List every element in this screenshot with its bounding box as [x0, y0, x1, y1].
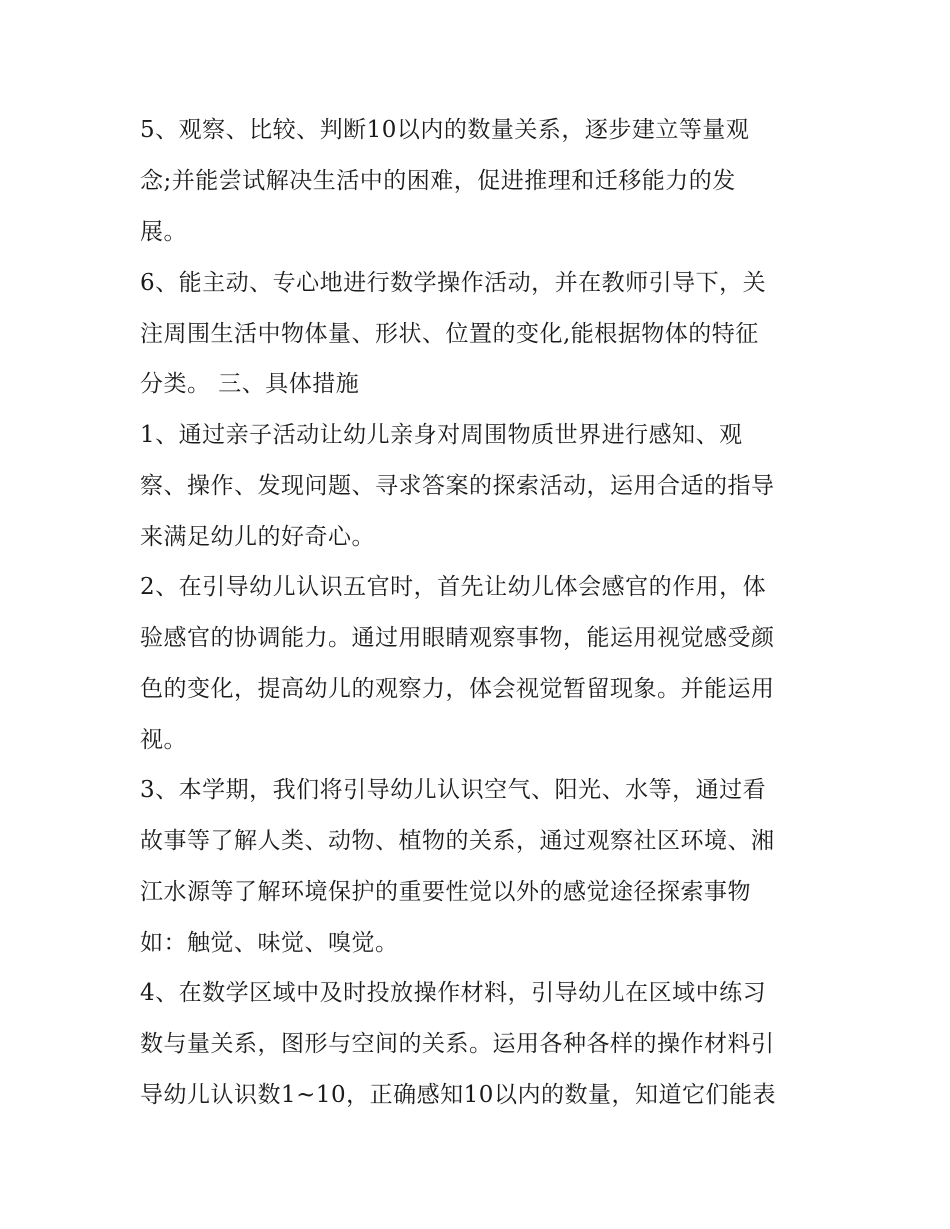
text-line: 如：触觉、味觉、嗅觉。: [140, 930, 399, 956]
text-line: 视。: [140, 727, 187, 753]
text-line: 江水源等了解环境保护的重要性觉以外的感觉途径探索事物: [140, 879, 751, 905]
text-line: 分类。 三、具体措施: [140, 371, 360, 397]
text-line: 色的变化，提高幼儿的观察力，体会视觉暂留现象。并能运用: [140, 676, 775, 702]
text-line: 导幼儿认识数1~10，正确感知10以内的数量，知道它们能表: [140, 1082, 776, 1108]
text-line: 注周围生活中物体量、形状、位置的变化,能根据物体的特征: [140, 321, 759, 347]
text-line: 6、能主动、专心地进行数学操作活动，并在教师引导下，关: [140, 270, 767, 296]
text-line: 念;并能尝试解决生活中的困难，促进推理和迁移能力的发: [140, 168, 736, 194]
text-line: 来满足幼儿的好奇心。: [140, 524, 375, 550]
text-line: 展。: [140, 219, 187, 245]
text-line: 2、在引导幼儿认识五官时，首先让幼儿体会感官的作用，体: [140, 574, 767, 600]
text-line: 察、操作、发现问题、寻求答案的探索活动，运用合适的指导: [140, 473, 775, 499]
text-line: 验感官的协调能力。通过用眼睛观察事物，能运用视觉感受颜: [140, 625, 775, 651]
text-line: 故事等了解人类、动物、植物的关系，通过观察社区环境、湘: [140, 828, 775, 854]
text-line: 3、本学期，我们将引导幼儿认识空气、阳光、水等，通过看: [140, 777, 767, 803]
text-line: 数与量关系，图形与空间的关系。运用各种各样的操作材料引: [140, 1031, 775, 1057]
text-line: 5、观察、比较、判断10以内的数量关系，逐步建立等量观: [140, 117, 750, 143]
text-line: 4、在数学区域中及时投放操作材料，引导幼儿在区域中练习: [140, 980, 767, 1006]
text-line: 1、通过亲子活动让幼儿亲身对周围物质世界进行感知、观: [140, 422, 743, 448]
